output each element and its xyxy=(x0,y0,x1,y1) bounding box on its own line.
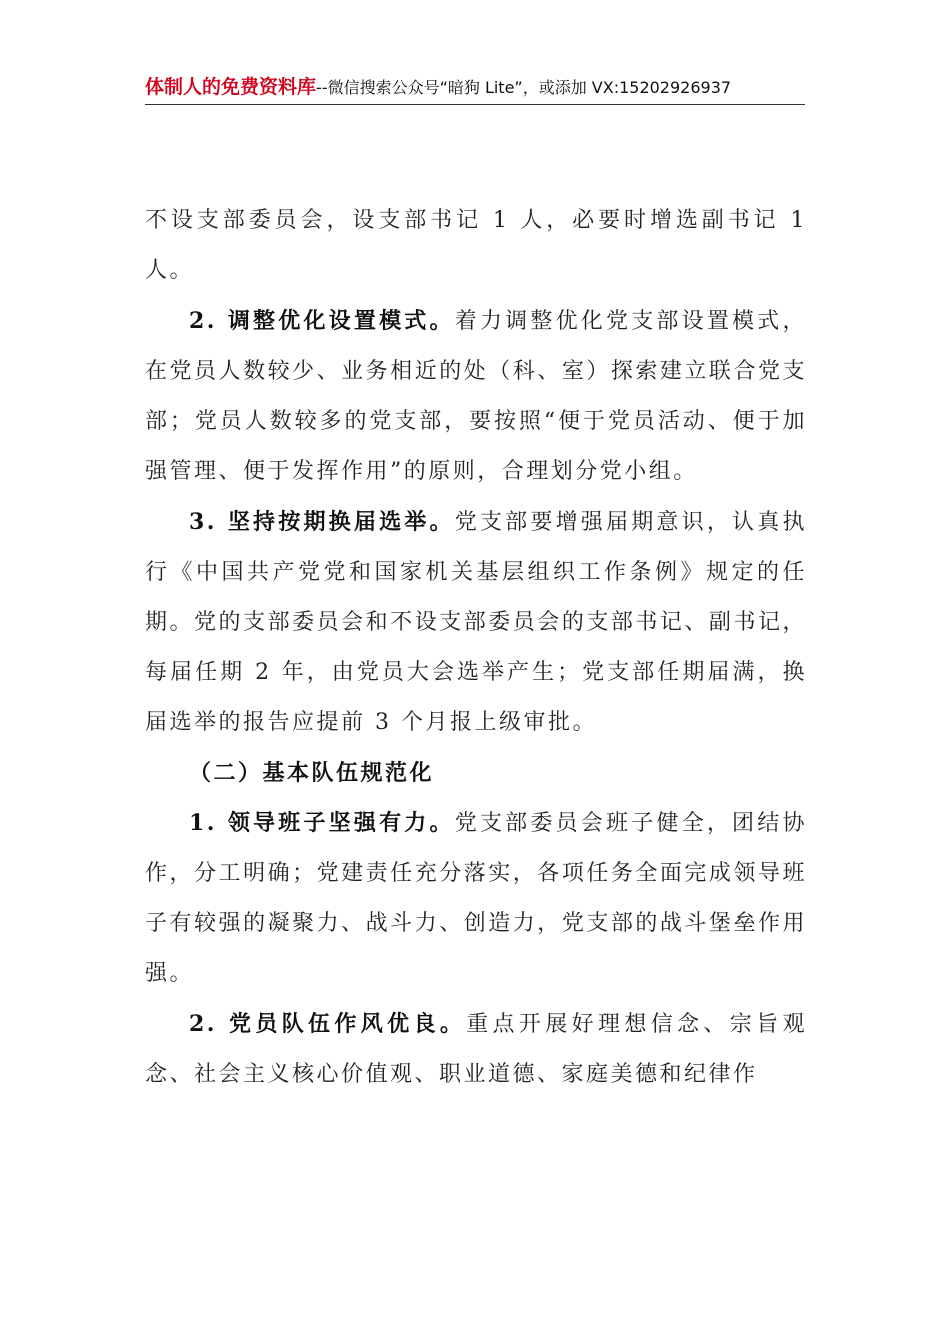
paragraph-item xyxy=(145,798,807,999)
section-heading: （二）基本队伍规范化 xyxy=(189,760,435,786)
header-divider xyxy=(145,104,805,105)
paragraph-lead: 2. 党员队伍作风优良。 xyxy=(189,1011,467,1037)
paragraph-body: 不设支部委员会，设支部书记 1 人，必要时增选副书记 1 人。 xyxy=(145,208,807,283)
document-body xyxy=(145,196,807,1100)
paragraph-body: 党支部要增强届期意识，认真执行《中国共产党党和国家机关基层组织工作条例》规定的任期。党的支部委员会和不设支部委员会的支部书记、副书记，每届任期 2 年，由党员大会选举产生；党支部任期届满，换届选举的报告应提前 3 个月报上级审批。 xyxy=(145,510,807,735)
paragraph-item xyxy=(145,296,807,497)
paragraph-body: 党支部委员会班子健全，团结协作，分工明确；党建责任充分落实，各项任务全面完成领导班子有较强的凝聚力、战斗力、创造力，党支部的战斗堡垒作用强。 xyxy=(145,811,807,986)
paragraph-lead: 2. 调整优化设置模式。 xyxy=(189,308,455,334)
header-brand: 体制人的免费资料库 xyxy=(145,76,317,98)
header-note: --微信搜索公众号“暗狗 Lite”，或添加 VX:15202926937 xyxy=(316,78,732,97)
paragraph-item xyxy=(145,497,807,748)
paragraph-lead: 1. 领导班子坚强有力。 xyxy=(189,810,455,836)
page-header xyxy=(145,72,805,102)
paragraph-continuation xyxy=(145,196,807,296)
paragraph-body: 着力调整优化党支部设置模式，在党员人数较少、业务相近的处（科、室）探索建立联合党支部；党员人数较多的党支部，要按照“便于党员活动、便于加强管理、便于发挥作用”的原则，合理划分党小组。 xyxy=(145,309,807,484)
paragraph-item xyxy=(145,999,807,1100)
paragraph-body: 重点开展好理想信念、宗旨观念、社会主义核心价值观、职业道德、家庭美德和纪律作 xyxy=(145,1012,807,1087)
paragraph-lead: 3. 坚持按期换届选举。 xyxy=(189,509,455,535)
